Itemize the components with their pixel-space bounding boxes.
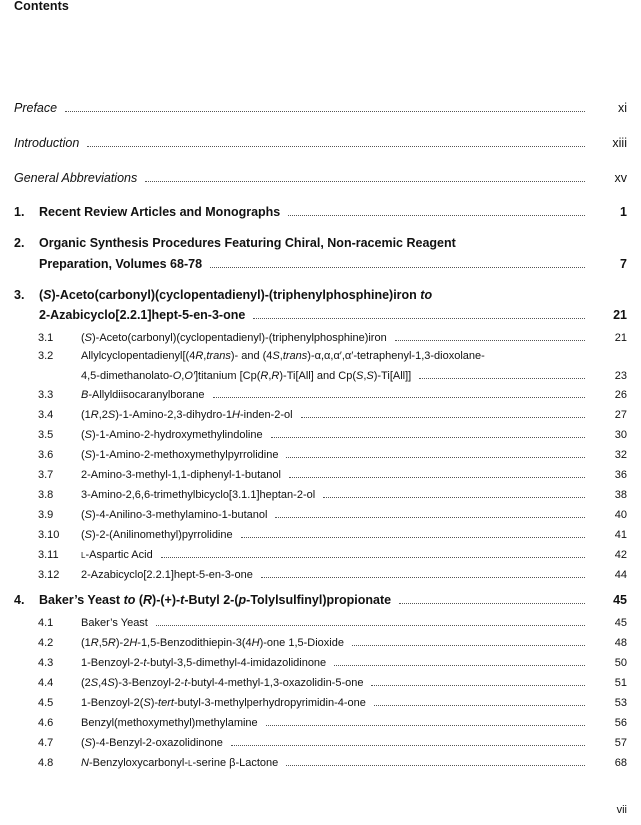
title-segment: l xyxy=(188,757,193,769)
front-matter-preface[interactable] xyxy=(0,99,641,115)
entry-title-text xyxy=(81,409,293,421)
dot-leader xyxy=(266,725,585,726)
title-segment: R xyxy=(195,350,204,362)
entry-title-text xyxy=(81,509,267,521)
entry-page-number[interactable]: xi xyxy=(617,101,627,115)
title-segment: 2-Amino-3-methyl-1,1-diphenyl-1-butanol xyxy=(81,469,281,481)
title-segment: S xyxy=(43,288,52,302)
title-segment: Organic Synthesis Procedures Featuring Chiral, Non-racemic Reagent xyxy=(39,236,456,250)
title-segment: -Butyl 2-( xyxy=(184,593,239,607)
title-segment: -butyl-4-methyl-1,3-oxazolidin-5-one xyxy=(187,677,364,689)
front-matter-general-abbreviations[interactable] xyxy=(0,169,641,185)
section-3-7[interactable] xyxy=(0,466,641,481)
section-4-8[interactable] xyxy=(0,754,641,769)
entry-page-number[interactable]: 56 xyxy=(614,717,627,729)
section-3-4[interactable] xyxy=(0,406,641,421)
title-segment: 3-Amino-2,6,6-trimethylbicyclo[3.1.1]heptan-2-ol xyxy=(81,489,316,501)
entry-page-number[interactable]: 45 xyxy=(613,593,627,607)
dot-leader xyxy=(87,146,585,147)
entry-title-text xyxy=(81,657,326,669)
entry-title-text xyxy=(39,205,280,219)
dot-leader xyxy=(275,517,585,518)
title-segment: -inden-2-ol xyxy=(239,409,293,421)
dot-leader xyxy=(210,267,585,268)
title-segment: t xyxy=(184,677,188,689)
entry-page-number[interactable]: 57 xyxy=(614,737,627,749)
entry-title xyxy=(81,637,597,649)
dot-leader xyxy=(286,765,585,766)
title-segment: 1-Benzoyl-2( xyxy=(81,697,144,709)
title-segment: 1-Benzoyl-2- xyxy=(81,657,144,669)
title-segment: S xyxy=(107,677,115,689)
entry-title xyxy=(39,593,597,607)
entry-number: 3. xyxy=(14,288,25,302)
dot-leader xyxy=(241,537,585,538)
chapter-3[interactable] xyxy=(0,306,641,322)
section-4-2[interactable] xyxy=(0,634,641,649)
section-3-5[interactable] xyxy=(0,426,641,441)
section-3-10[interactable] xyxy=(0,526,641,541)
title-segment: Recent Review Articles and Monographs xyxy=(39,205,281,219)
title-segment: S xyxy=(84,509,93,521)
title-segment: ,2 xyxy=(98,409,108,421)
entry-title xyxy=(14,101,597,115)
entry-page-number[interactable]: 21 xyxy=(613,308,627,322)
entry-title-text xyxy=(81,737,223,749)
entry-title-text xyxy=(81,370,411,382)
chapter-2[interactable] xyxy=(0,255,641,271)
title-segment: H xyxy=(129,637,138,649)
title-segment: (1 xyxy=(81,409,91,421)
dot-leader xyxy=(374,705,585,706)
page-heading: Contents xyxy=(14,0,69,13)
entry-number: 3.6 xyxy=(38,449,54,461)
entry-title xyxy=(81,529,597,541)
entry-title-text xyxy=(81,697,366,709)
title-segment: , xyxy=(181,370,185,382)
title-segment: S xyxy=(272,350,280,362)
entry-title xyxy=(14,136,597,150)
entry-number: 4.2 xyxy=(38,637,54,649)
entry-title xyxy=(81,717,597,729)
title-segment: )-Ti[All]] xyxy=(373,370,412,382)
entry-number: 3.12 xyxy=(38,569,60,581)
dot-leader xyxy=(288,215,585,216)
section-3-8[interactable] xyxy=(0,486,641,501)
entry-title xyxy=(81,617,597,629)
entry-title-text xyxy=(81,389,205,401)
entry-title-text xyxy=(81,489,315,501)
title-segment: -Allyldiisocaranylborane xyxy=(88,389,205,401)
entry-title-text xyxy=(81,332,387,344)
page-folio: vii xyxy=(616,804,627,816)
entry-title-text xyxy=(81,677,363,689)
title-segment: )-2 xyxy=(115,637,130,649)
section-4-1[interactable] xyxy=(0,614,641,629)
title-segment: R xyxy=(90,637,99,649)
entry-title-text xyxy=(81,449,278,461)
entry-number: 3.10 xyxy=(38,529,60,541)
chapter-title-line1 xyxy=(39,288,432,302)
chapter-title-line1 xyxy=(39,236,456,250)
entry-title-text: Preface xyxy=(14,101,58,115)
title-segment: ( xyxy=(39,288,44,302)
section-3-2[interactable] xyxy=(0,367,641,382)
entry-title xyxy=(81,370,597,382)
title-segment: B xyxy=(81,389,89,401)
title-segment: )-2-(Anilinomethyl)pyrrolidine xyxy=(92,529,233,541)
title-segment: )-Aceto(carbonyl)(cyclopentadienyl)-(triphenylphosphine)iron xyxy=(92,332,387,344)
section-3-12[interactable] xyxy=(0,566,641,581)
title-segment: S xyxy=(143,697,151,709)
entry-title-text xyxy=(81,529,233,541)
title-segment: , xyxy=(363,370,367,382)
dot-leader xyxy=(161,557,585,558)
entry-number: 3.8 xyxy=(38,489,54,501)
title-segment: -1,5-Benzodithiepin-3(4 xyxy=(137,637,252,649)
section-3-6[interactable] xyxy=(0,446,641,461)
entry-number: 3.9 xyxy=(38,509,54,521)
chapter-4[interactable] xyxy=(0,591,641,607)
dot-leader xyxy=(395,340,585,341)
entry-page-number[interactable]: 44 xyxy=(614,569,627,581)
title-segment: Benzyl(methoxymethyl)methylamine xyxy=(81,717,258,729)
title-segment: S xyxy=(84,449,93,461)
entry-title xyxy=(81,449,597,461)
entry-title-text xyxy=(81,469,281,481)
title-segment: p xyxy=(238,593,247,607)
dot-leader xyxy=(145,181,585,182)
title-segment: , xyxy=(203,350,207,362)
dot-leader xyxy=(261,577,585,578)
title-segment: ( xyxy=(81,429,85,441)
entry-number: 4.6 xyxy=(38,717,54,729)
entry-number: 4.3 xyxy=(38,657,54,669)
entry-title-text: General Abbreviations xyxy=(14,171,138,185)
entry-page-number[interactable]: 27 xyxy=(614,409,627,421)
section-title-line1 xyxy=(81,350,485,362)
title-segment: ( xyxy=(81,737,85,749)
section-3-11[interactable] xyxy=(0,546,641,561)
title-segment: R xyxy=(143,593,153,607)
title-segment: 4,5-dimethanolato- xyxy=(81,370,173,382)
title-segment: )-1-Amino-2,3-dihydro-1 xyxy=(115,409,233,421)
title-segment: -serine β-Lactone xyxy=(192,757,279,769)
title-segment: R xyxy=(90,409,99,421)
entry-title-text xyxy=(81,549,153,561)
entry-title xyxy=(81,509,597,521)
title-segment: H xyxy=(232,409,240,421)
title-segment: , xyxy=(268,370,272,382)
entry-title xyxy=(81,677,597,689)
entry-title xyxy=(81,469,597,481)
dot-leader xyxy=(371,685,585,686)
entry-title xyxy=(14,171,597,185)
title-segment: Baker’s Yeast xyxy=(39,593,124,607)
dot-leader xyxy=(213,397,585,398)
dot-leader xyxy=(231,745,585,746)
title-segment: ( xyxy=(135,593,144,607)
entry-number: 4. xyxy=(14,593,25,607)
entry-title-text xyxy=(81,757,278,769)
entry-page-number[interactable]: 45 xyxy=(614,617,627,629)
title-segment: ]titanium [Cp( xyxy=(194,370,261,382)
dot-leader xyxy=(289,477,585,478)
entry-number: 4.1 xyxy=(38,617,54,629)
entry-page-number[interactable]: 1 xyxy=(620,205,627,219)
title-segment: )-1-Amino-2-methoxymethylpyrrolidine xyxy=(92,449,279,461)
entry-number: 3.1 xyxy=(38,332,54,344)
title-segment: S xyxy=(84,529,93,541)
title-segment: N xyxy=(81,757,89,769)
section-3-9[interactable] xyxy=(0,506,641,521)
title-segment: ( xyxy=(81,529,85,541)
entry-number: 3.5 xyxy=(38,429,54,441)
title-segment: )- xyxy=(150,697,159,709)
title-segment: S xyxy=(107,409,116,421)
title-segment: )-4-Benzyl-2-oxazolidinone xyxy=(92,737,223,749)
title-segment: (1 xyxy=(81,637,91,649)
title-segment: H xyxy=(251,637,260,649)
entry-number: 2. xyxy=(14,236,25,250)
entry-page-number[interactable]: 36 xyxy=(614,469,627,481)
entry-title xyxy=(81,409,597,421)
entry-title xyxy=(81,489,597,501)
entry-title xyxy=(81,737,597,749)
title-segment: to xyxy=(420,288,433,302)
entry-number: 3.4 xyxy=(38,409,54,421)
title-segment: , xyxy=(279,350,283,362)
entry-page-number[interactable]: 41 xyxy=(614,529,627,541)
title-segment: -butyl-3,5-dimethyl-4-imidazolidinone xyxy=(146,657,327,669)
section-4-6[interactable] xyxy=(0,714,641,729)
title-segment: -butyl-3-methylperhydropyrimidin-4-one xyxy=(173,697,366,709)
chapter-1[interactable] xyxy=(0,203,641,219)
front-matter-introduction[interactable] xyxy=(0,134,641,150)
title-segment: )-(+)- xyxy=(152,593,181,607)
entry-title-text xyxy=(81,637,344,649)
title-segment: ,5 xyxy=(98,637,108,649)
title-segment: Allylcyclopentadienyl[(4 xyxy=(81,350,196,362)
section-4-7[interactable] xyxy=(0,734,641,749)
title-segment: -Tolylsulfinyl)propionate xyxy=(246,593,392,607)
title-segment: ( xyxy=(81,332,85,344)
entry-title xyxy=(81,332,597,344)
entry-title-text xyxy=(81,617,148,629)
dot-leader xyxy=(419,378,585,379)
section-4-3[interactable] xyxy=(0,654,641,669)
title-segment: )-Ti[All] and Cp( xyxy=(279,370,356,382)
title-segment: -Benzyloxycarbonyl- xyxy=(88,757,188,769)
section-4-5[interactable] xyxy=(0,694,641,709)
dot-leader xyxy=(334,665,585,666)
entry-title xyxy=(39,257,597,271)
title-segment: ,4 xyxy=(98,677,108,689)
entry-title-text xyxy=(81,569,253,581)
title-segment: )-α,α,α′,α′-tetraphenyl-1,3-dioxolane- xyxy=(307,350,485,362)
dot-leader xyxy=(253,318,585,319)
entry-page-number[interactable]: 21 xyxy=(614,332,627,344)
entry-title xyxy=(81,697,597,709)
entry-page-number[interactable]: xiii xyxy=(612,136,627,150)
title-segment: to xyxy=(123,593,136,607)
entry-title xyxy=(81,757,597,769)
entry-page-number[interactable]: 40 xyxy=(614,509,627,521)
title-segment: )-1-Amino-2-hydroxymethylindoline xyxy=(92,429,263,441)
entry-page-number[interactable]: 23 xyxy=(614,370,627,382)
entry-title xyxy=(39,205,597,219)
title-segment: )-4-Anilino-3-methylamino-1-butanol xyxy=(92,509,268,521)
title-segment: )-Aceto(carbonyl)(cyclopentadienyl)-(triphenylphosphine)iron xyxy=(51,288,421,302)
title-segment: t xyxy=(143,657,147,669)
title-segment: 2-Azabicyclo[2.2.1]hept-5-en-3-one xyxy=(81,569,253,581)
entry-title-text: Introduction xyxy=(14,136,80,150)
entry-number: 3.7 xyxy=(38,469,54,481)
title-segment: )- and (4 xyxy=(230,350,273,362)
title-segment: O′ xyxy=(184,370,195,382)
title-segment: ( xyxy=(81,509,85,521)
dot-leader xyxy=(399,603,585,604)
title-segment: )-one 1,5-Dioxide xyxy=(259,637,344,649)
title-segment: R xyxy=(260,370,269,382)
entry-title-text xyxy=(81,717,258,729)
entry-number: 4.4 xyxy=(38,677,54,689)
title-segment: S xyxy=(366,370,374,382)
entry-number: 4.7 xyxy=(38,737,54,749)
title-segment: S xyxy=(84,429,93,441)
entry-page-number[interactable]: 38 xyxy=(614,489,627,501)
entry-number: 3.3 xyxy=(38,389,54,401)
entry-page-number[interactable]: xv xyxy=(614,171,627,185)
dot-leader xyxy=(65,111,585,112)
dot-leader xyxy=(352,645,585,646)
entry-title xyxy=(81,657,597,669)
entry-page-number[interactable]: 26 xyxy=(614,389,627,401)
entry-page-number[interactable]: 42 xyxy=(614,549,627,561)
title-segment: trans xyxy=(206,350,231,362)
dot-leader xyxy=(323,497,585,498)
title-segment: R xyxy=(107,637,116,649)
title-segment: t xyxy=(180,593,185,607)
title-segment: ( xyxy=(81,449,85,461)
entry-title-text xyxy=(39,257,202,271)
section-3-3[interactable] xyxy=(0,386,641,401)
entry-title xyxy=(39,308,597,322)
title-segment: S xyxy=(84,332,93,344)
entry-page-number[interactable]: 32 xyxy=(614,449,627,461)
entry-number: 4.8 xyxy=(38,757,54,769)
title-segment: Preparation, Volumes 68-78 xyxy=(39,257,203,271)
entry-number: 4.5 xyxy=(38,697,54,709)
title-segment: (2 xyxy=(81,677,91,689)
title-segment: trans xyxy=(282,350,308,362)
section-4-4[interactable] xyxy=(0,674,641,689)
dot-leader xyxy=(271,437,585,438)
title-segment: l xyxy=(81,549,86,561)
entry-page-number[interactable]: 30 xyxy=(614,429,627,441)
title-segment: S xyxy=(84,737,93,749)
entry-page-number[interactable]: 51 xyxy=(614,677,627,689)
title-segment: tert xyxy=(158,697,174,709)
dot-leader xyxy=(286,457,585,458)
title-segment: -Aspartic Acid xyxy=(85,549,153,561)
entry-title-text xyxy=(39,308,245,322)
entry-title xyxy=(81,549,597,561)
entry-title xyxy=(81,389,597,401)
title-segment: O xyxy=(172,370,182,382)
entry-page-number[interactable]: 48 xyxy=(614,637,627,649)
title-segment: S xyxy=(355,370,364,382)
dot-leader xyxy=(301,417,585,418)
title-segment: S xyxy=(90,677,99,689)
title-segment: R xyxy=(271,370,280,382)
title-segment: Baker’s Yeast xyxy=(81,617,148,629)
entry-page-number[interactable]: 7 xyxy=(620,257,627,271)
title-segment: 2-Azabicyclo[2.2.1]hept-5-en-3-one xyxy=(39,308,246,322)
entry-title xyxy=(81,429,597,441)
entry-title-text xyxy=(39,593,391,607)
entry-number: 1. xyxy=(14,205,25,219)
entry-title xyxy=(81,569,597,581)
entry-number: 3.11 xyxy=(38,549,59,561)
title-segment: )-3-Benzoyl-2- xyxy=(114,677,185,689)
entry-page-number[interactable]: 53 xyxy=(614,697,627,709)
entry-page-number[interactable]: 68 xyxy=(614,757,627,769)
entry-title-text xyxy=(81,429,263,441)
dot-leader xyxy=(156,625,585,626)
entry-number: 3.2 xyxy=(38,350,54,362)
entry-page-number[interactable]: 50 xyxy=(614,657,627,669)
section-3-1[interactable] xyxy=(0,329,641,344)
